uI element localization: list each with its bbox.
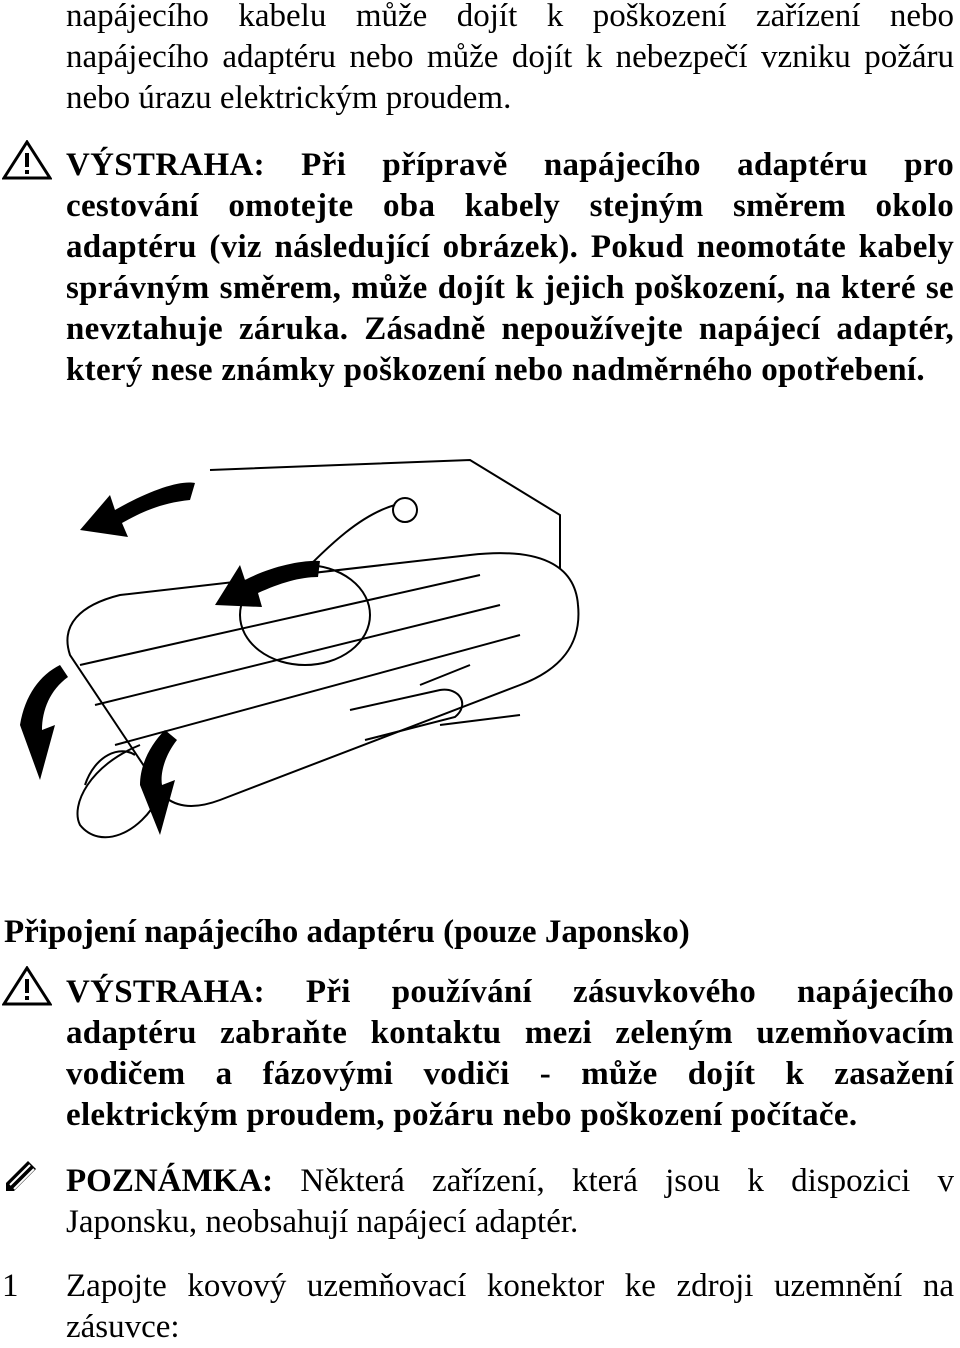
note-paragraph — [66, 1161, 954, 1243]
power-adapter-illustration — [0, 455, 590, 860]
adapter-figure — [0, 455, 590, 860]
warning-text-wrapping: VÝSTRAHA: Při přípravě napájecího adaptéru pro cestování omotejte oba kabely stejným směrem okolo adaptéru (viz následující obrázek). Pokud neomotáte kabely správným směrem, může dojít k jejich poškození, na které se nevztahuje záruka. Zásadně nepoužívejte napájecí adaptér, který nese známky poškození nebo nadměrného opotřebení. — [66, 147, 954, 388]
note-pencil-icon — [2, 1155, 42, 1200]
warning-text-grounding: VÝSTRAHA: Při používání zásuvkového napájecího adaptéru zabraňte kontaktu mezi zeleným uzemňovacím vodičem a fázovými vodiči - může dojít k zasažení elektrickým proudem, požáru nebo poškození počítače. — [66, 974, 954, 1133]
step-text: Zapojte kovový uzemňovací konektor ke zdroji uzemnění na zásuvce: — [66, 1268, 954, 1345]
note-text: Některá zařízení, která jsou k dispozici v Japonsku, neobsahují napájecí adaptér. — [66, 1163, 954, 1240]
warning-triangle-icon — [2, 140, 52, 185]
section-heading: Připojení napájecího adaptéru (pouze Japonsko) — [4, 914, 690, 950]
step-number: 1 — [2, 1268, 19, 1304]
intro-paragraph: napájecího kabelu může dojít k poškození zařízení nebo napájecího adaptéru nebo může dojít k nebezpečí vzniku požáru nebo úrazu elektrickým proudem. — [66, 0, 954, 116]
note-label: POZNÁMKA: — [66, 1163, 274, 1199]
warning-triangle-icon — [2, 966, 52, 1011]
